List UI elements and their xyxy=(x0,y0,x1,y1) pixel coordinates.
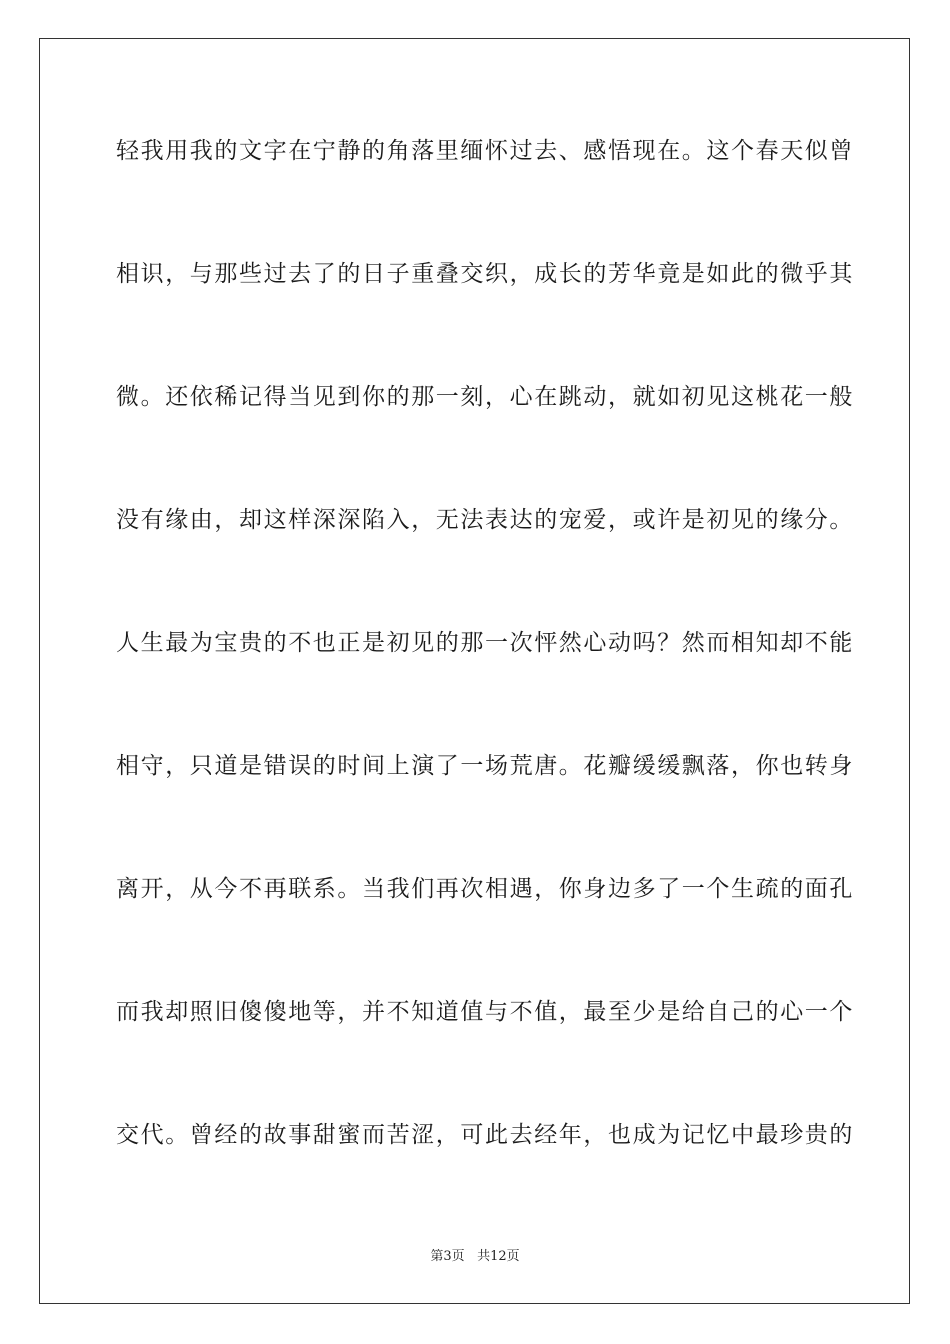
body-text-line-4: 没有缘由，却这样深深陷入，无法表达的宠爱，或许是初见的缘分。 xyxy=(116,507,854,533)
page-border xyxy=(39,38,910,1304)
page-number: 第3页 xyxy=(430,1249,465,1264)
body-text-line-7: 离开，从今不再联系。当我们再次相遇，你身边多了一个生疏的面孔 xyxy=(116,876,854,902)
body-text-line-9: 交代。曾经的故事甜蜜而苦涩，可此去经年，也成为记忆中最珍贵的 xyxy=(116,1122,854,1148)
body-text-line-8: 而我却照旧傻傻地等，并不知道值与不值，最至少是给自己的心一个 xyxy=(116,999,854,1025)
body-text-line-5: 人生最为宝贵的不也正是初见的那一次怦然心动吗？然而相知却不能 xyxy=(116,630,854,656)
body-text-line-1: 轻我用我的文字在宁静的角落里缅怀过去、感悟现在。这个春天似曾 xyxy=(116,138,854,164)
body-text-line-2: 相识，与那些过去了的日子重叠交织，成长的芳华竟是如此的微乎其 xyxy=(116,261,854,287)
total-pages: 共12页 xyxy=(477,1249,520,1264)
page-footer xyxy=(0,1248,950,1266)
body-text-line-6: 相守，只道是错误的时间上演了一场荒唐。花瓣缓缓飘落，你也转身 xyxy=(116,753,854,779)
body-text-line-3: 微。还依稀记得当见到你的那一刻，心在跳动，就如初见这桃花一般 xyxy=(116,384,854,410)
